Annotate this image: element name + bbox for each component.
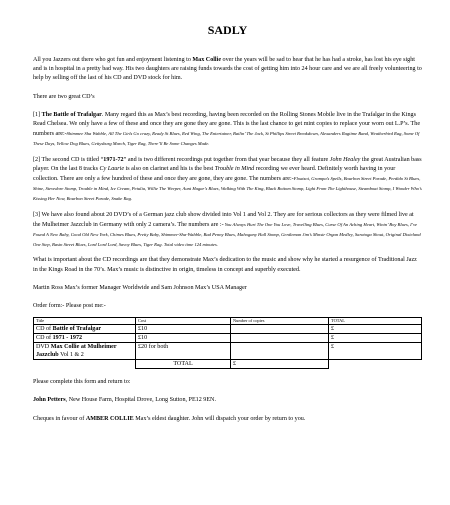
header-title: Title: [34, 318, 136, 325]
table-header-row: [34, 318, 422, 325]
managers-line: Martin Ross Max’s former Manager Worldwide and Sam Johnson Max’s USA Manager: [33, 284, 247, 291]
item-2-text-d: recording we ever heard. Definitely worth having in your collection. There are only a few hundred of these and once they are gone, they are gone. The numbers are:-: [33, 165, 396, 183]
row-copies-input[interactable]: [231, 334, 329, 343]
row-copies-input[interactable]: [231, 343, 329, 360]
item-1-text: . Many regard this as Max’s best recording, having been recorded on the Rolling Stones Mobile live in the Trafalgar in the Kings Read Chelsea. We only have a few of these and once they are gone they are gone. This is the last chance to get mint copies to replace your worn out L.P’s. The numbers are:-: [33, 111, 421, 138]
item-2-paragraph: [33, 156, 422, 205]
intro-name: Max Collie: [192, 57, 222, 63]
cheques-text-a: Cheques in favour of: [33, 415, 86, 422]
table-row: [34, 334, 422, 343]
header-total: TOTAL: [329, 318, 422, 325]
item-2-trouble: Trouble in Mind: [214, 165, 255, 172]
item-2-text-c: is also on clarinet and his is the best: [124, 165, 215, 172]
cheques-name: AMBER COLLIE: [85, 415, 134, 422]
row-title: DVD Max Collie at Mulheimer Jazzclub Vol 1 & 2: [34, 343, 136, 360]
item-1-paragraph: [33, 111, 422, 150]
table-total-row: [34, 360, 422, 369]
total-label: TOTAL: [136, 360, 231, 369]
importance-paragraph: What is important about the CD recordings are that they demonstrate Max’s dedication to the music and show why he started a resurgence of Traditional Jazz in the Kings Road in the 70’s. Max’s music is distinctive in origin, timeless in concept and superbly executed.: [33, 257, 417, 273]
item-2-text-a: ” and is two different recordings put together from that year because they all feature: [123, 156, 330, 163]
item-3-paragraph: [33, 211, 422, 251]
intro-text-a: All you Jazzers out there who got fun and enjoyment listening to: [33, 57, 193, 63]
row-cost: £10: [136, 334, 231, 343]
row-title: CD of Battle of Trafalgar: [34, 325, 136, 334]
header-copies: Number of copies: [231, 318, 329, 325]
item-2-title: 1971-72: [103, 156, 124, 163]
table-row: [34, 325, 422, 334]
intro-text-b: over the years will be sad to hear that he has had a stroke, has lost his eye sight and is in hospital in a pretty bad way. His two daughters are raising funds towards the cost of getting him into 24 hour care and we are all freely volunteering to help by selling off the last of his CD and DVD stock for him.: [33, 57, 422, 82]
order-form-table: [33, 317, 422, 369]
item-2-cy: Cy Laurie: [99, 165, 125, 172]
row-total: £: [329, 343, 422, 360]
return-addr: , New House Farm, Hospital Drove, Long Sutton, PE12 9EN.: [65, 397, 216, 404]
row-total: £: [329, 325, 422, 334]
item-1-title: The Battle of Trafalgar: [41, 111, 102, 118]
intro-paragraph: [33, 56, 422, 84]
item-2-text-b: the great Australian bass player. On the last 8 tracks: [33, 156, 422, 172]
row-title: CD of 1971 - 1972: [34, 334, 136, 343]
item-3-tracks: You Always Hurt The One You Love, Travelling Blues, Curse Of An Aching Heart, Winin’ Boy Blues, I’ve Found A New Baby, Good Old New York, Chimes Blues, Pretty Baby, Shimmee-Sha-Wabble, Bad Penny Blues, Mahogany Hall Stomp, Gentleman Jim’s Minstr Organ Medley, Saratoga Shout, Original Dixieland One Step, Basin Street Blues, Lord Lord Lord, Savoy Blues, Tiger Rag. Total video time 124 minutes.: [33, 221, 421, 248]
row-copies-input[interactable]: [231, 325, 329, 334]
row-cost: £10: [136, 325, 231, 334]
cheques-line: [33, 415, 422, 424]
return-instructions: Please complete this form and return to:: [33, 379, 131, 386]
row-total: £: [329, 334, 422, 343]
table-row: [34, 343, 422, 360]
item-3-text: [3] We have also found about 20 DVD’s of a German jazz club show divided into Vol 1 and Vol 2. They are for serious collectors as they were filmed live at the Mulheimer Jazzclub in Germany with only 2 camera’s. The numbers are :-: [33, 211, 414, 228]
item-1-lead: [1]: [33, 111, 42, 118]
two-cds-heading: There are two great CD’s: [33, 93, 95, 100]
page-title: SADLY: [207, 23, 248, 37]
order-form-label: Order form:- Please post me:-: [33, 303, 106, 310]
cheques-text-b: Max’s eldest daughter. John will dispatch your order by return to you.: [133, 415, 306, 422]
item-2-john: John Healey: [329, 156, 361, 163]
item-1-tracks: Shimmee Sha Wabble, All The Girls Go crazy, Ready St Blues, Red Wing, The Entertainer, Bailin’ The Jack, St Phillips Street Breakdown, Alexanders Ragtime Band, Weatherbird Rag, Some Of These Days, Yellow Dog Blues, Gettysburg March, Tiger Rag, There’ll Be Some Changes Made.: [33, 131, 420, 147]
header-cost: Cost: [136, 318, 231, 325]
row-cost: £20 for both: [136, 343, 231, 360]
return-address: [33, 396, 422, 405]
item-2-tracks: Floatsoi, Grampa’s Spells, Bourbon Street Parade, Perdido St Blues, Shine, Stevedore Stomp, Trouble in Mind, Ice Cream, Petulia, Willie The Weeper, Aunt Hagar’s Blues, Walking With The King, Black Bottom Stomp, Light From The Lighthouse, Steamboat Stomp, I Wonder Who’s Kissing Her Now, Bourbon Street Parade, Snake Rag.: [33, 176, 422, 202]
return-name: John Petters: [33, 397, 66, 404]
item-2-lead: [2] The second CD is titled “: [33, 156, 104, 163]
total-value: £: [231, 360, 329, 369]
